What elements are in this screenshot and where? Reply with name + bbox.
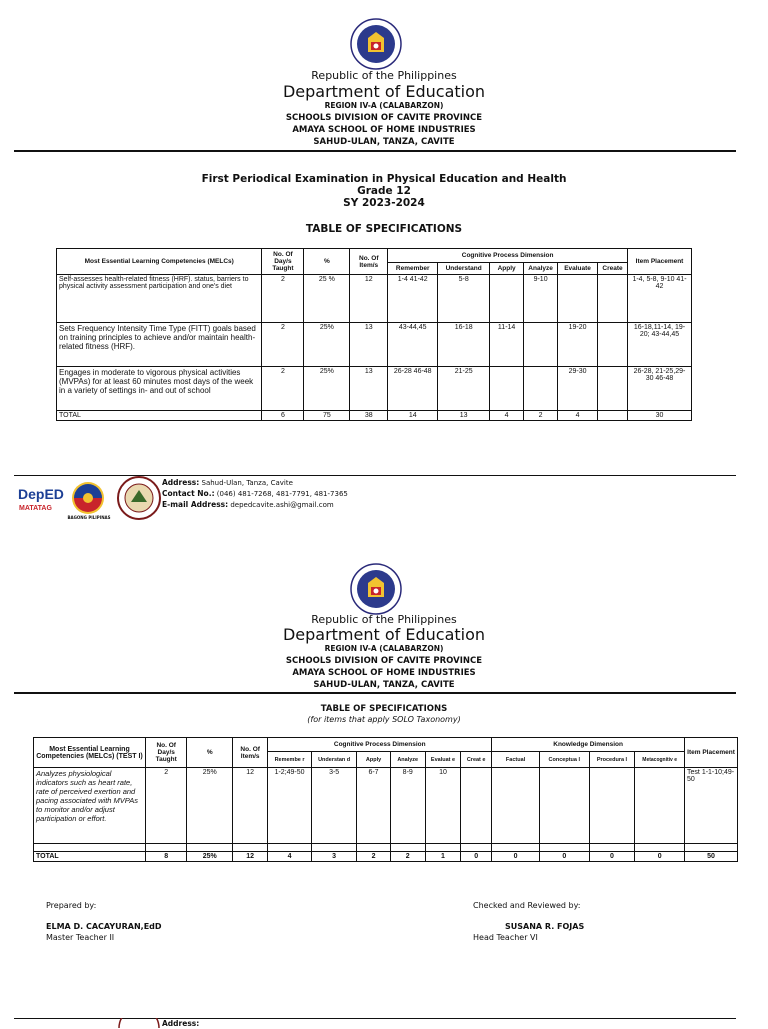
th-remember: Remember bbox=[388, 263, 438, 275]
total-evaluate: 1 bbox=[425, 852, 460, 862]
cell-conceptual bbox=[539, 768, 589, 844]
cell-pct: 25% bbox=[304, 367, 350, 411]
th-cpd: Cognitive Process Dimension bbox=[388, 249, 628, 263]
total-evaluate: 4 bbox=[558, 411, 598, 421]
th-pct: % bbox=[304, 249, 350, 275]
table-row bbox=[57, 323, 692, 367]
department-title: Department of Education bbox=[282, 82, 486, 101]
location-label: SAHUD-ULAN, TANZA, CAVITE bbox=[313, 137, 455, 147]
cell-create bbox=[598, 275, 628, 323]
total-label: TOTAL bbox=[57, 411, 262, 421]
th-conceptual: Conceptua l bbox=[539, 752, 589, 768]
tos-subtitle-2: (for items that apply SOLO Taxonomy) bbox=[307, 715, 461, 724]
cell-pct: 25% bbox=[304, 323, 350, 367]
cell-melc: Sets Frequency Intensity Time Type (FITT) goals based on training principles to achieve and/or maintain health-related fitness (HRF). bbox=[57, 323, 262, 367]
table-row bbox=[57, 275, 692, 323]
total-analyze: 2 bbox=[524, 411, 558, 421]
total-metacognitive: 0 bbox=[635, 852, 685, 862]
th-evaluate: Evaluate bbox=[558, 263, 598, 275]
th-melc: Most Essential Learning Competencies (MELCs) bbox=[57, 249, 262, 275]
deped-seal-icon bbox=[350, 563, 402, 615]
th-understand: Understand bbox=[438, 263, 490, 275]
th-metacognitive: Metacognitiv e bbox=[635, 752, 685, 768]
cell-analyze bbox=[524, 323, 558, 367]
cell-analyze: 8-9 bbox=[390, 768, 425, 844]
th-factual: Factual bbox=[492, 752, 540, 768]
tos-table-2 bbox=[33, 737, 738, 862]
cell-remember: 43-44,45 bbox=[388, 323, 438, 367]
deped-logo-text: DepED bbox=[18, 486, 64, 502]
th-melc: Most Essential Learning Competencies (MELCs) (TEST I) bbox=[34, 738, 146, 768]
th-days: No. Of Day/s Taught bbox=[145, 738, 186, 768]
cell-metacognitive bbox=[635, 768, 685, 844]
total-understand: 3 bbox=[311, 852, 357, 862]
cell-create bbox=[461, 768, 492, 844]
cell-apply bbox=[490, 275, 524, 323]
th-analyze: Analyze bbox=[390, 752, 425, 768]
total-procedural: 0 bbox=[589, 852, 635, 862]
th-understand: Understan d bbox=[311, 752, 357, 768]
cell-melc: Self-assesses health-related fitness (HRF). status, barriers to physical activity assessment participation and one's diet bbox=[57, 275, 262, 323]
cell-placement: 26-28, 21-25,29-30 46-48 bbox=[628, 367, 692, 411]
cell-understand: 3-5 bbox=[311, 768, 357, 844]
republic-label: Republic of the Philippines bbox=[311, 613, 457, 626]
total-pct: 75 bbox=[304, 411, 350, 421]
cell-analyze bbox=[524, 367, 558, 411]
th-create: Creat e bbox=[461, 752, 492, 768]
th-apply: Apply bbox=[490, 263, 524, 275]
total-days: 8 bbox=[145, 852, 186, 862]
total-apply: 2 bbox=[357, 852, 390, 862]
checked-by-label: Checked and Reviewed by: bbox=[473, 901, 581, 910]
checked-by-title: Head Teacher VI bbox=[473, 933, 538, 942]
matatag-logo-text: MATATAG bbox=[19, 505, 52, 512]
republic-label: Republic of the Philippines bbox=[311, 69, 457, 82]
th-placement: Item Placement bbox=[628, 249, 692, 275]
total-items: 12 bbox=[233, 852, 268, 862]
cell-evaluate bbox=[558, 275, 598, 323]
location-label: SAHUD-ULAN, TANZA, CAVITE bbox=[313, 680, 455, 690]
header-rule bbox=[14, 150, 736, 152]
th-cpd: Cognitive Process Dimension bbox=[268, 738, 492, 752]
cell-melc: Engages in moderate to vigorous physical activities (MVPAs) for at least 60 minutes most days of the week in a variety of settings in- and out of school bbox=[57, 367, 262, 411]
school-year: SY 2023-2024 bbox=[343, 197, 425, 209]
tos-title-2: TABLE OF SPECIFICATIONS bbox=[320, 704, 448, 714]
total-factual: 0 bbox=[492, 852, 540, 862]
school-seal-icon bbox=[117, 1018, 161, 1028]
th-analyze: Analyze bbox=[524, 263, 558, 275]
cell-procedural bbox=[589, 768, 635, 844]
total-analyze: 2 bbox=[390, 852, 425, 862]
total-remember: 4 bbox=[268, 852, 312, 862]
cell-items: 12 bbox=[350, 275, 388, 323]
prepared-by-name: ELMA D. CACAYURAN,EdD bbox=[46, 922, 162, 931]
cell-days: 2 bbox=[262, 367, 304, 411]
cell-analyze: 9-10 bbox=[524, 275, 558, 323]
cell-placement: Test 1-1-10;49-50 bbox=[685, 768, 738, 844]
tos-table-1 bbox=[56, 248, 692, 421]
cell-placement: 16-18,11-14, 19-20; 43-44,45 bbox=[628, 323, 692, 367]
th-placement: Item Placement bbox=[685, 738, 738, 768]
footer-contact bbox=[162, 489, 348, 499]
th-items: No. Of Item/s bbox=[350, 249, 388, 275]
th-evaluate: Evaluat e bbox=[425, 752, 460, 768]
email-label: E-mail Address: bbox=[162, 500, 229, 509]
cell-evaluate: 19-20 bbox=[558, 323, 598, 367]
total-row bbox=[34, 852, 738, 862]
cell-items: 12 bbox=[233, 768, 268, 844]
cell-apply bbox=[490, 367, 524, 411]
cell-understand: 16-18 bbox=[438, 323, 490, 367]
table-row bbox=[57, 367, 692, 411]
spacer-row bbox=[34, 844, 738, 852]
deped-seal-icon bbox=[350, 18, 402, 70]
th-apply: Apply bbox=[357, 752, 390, 768]
total-remember: 14 bbox=[388, 411, 438, 421]
tos-title: TABLE OF SPECIFICATIONS bbox=[305, 223, 463, 235]
cell-factual bbox=[492, 768, 540, 844]
footer-email bbox=[162, 500, 334, 510]
th-pct: % bbox=[187, 738, 233, 768]
cell-remember: 1-2;49-50 bbox=[268, 768, 312, 844]
th-kd: Knowledge Dimension bbox=[492, 738, 685, 752]
cell-items: 13 bbox=[350, 367, 388, 411]
header-rule bbox=[14, 692, 736, 694]
school-seal-icon bbox=[117, 476, 161, 520]
cell-evaluate: 29-30 bbox=[558, 367, 598, 411]
total-placement: 50 bbox=[685, 852, 738, 862]
th-procedural: Procedura l bbox=[589, 752, 635, 768]
footer-address-2 bbox=[162, 1019, 199, 1029]
cell-understand: 21-25 bbox=[438, 367, 490, 411]
cell-days: 2 bbox=[145, 768, 186, 844]
total-understand: 13 bbox=[438, 411, 490, 421]
cell-pct: 25 % bbox=[304, 275, 350, 323]
total-placement: 30 bbox=[628, 411, 692, 421]
total-conceptual: 0 bbox=[539, 852, 589, 862]
cell-pct: 25% bbox=[187, 768, 233, 844]
contact-label: Contact No.: bbox=[162, 489, 215, 498]
total-items: 38 bbox=[350, 411, 388, 421]
grade-label: Grade 12 bbox=[357, 185, 411, 197]
email-value: depedcavite.ashi@gmail.com bbox=[230, 501, 334, 509]
total-label: TOTAL bbox=[34, 852, 146, 862]
address-value: Sahud-Ulan, Tanza, Cavite bbox=[201, 479, 293, 487]
footer-address bbox=[162, 478, 293, 488]
total-create bbox=[598, 411, 628, 421]
cell-create bbox=[598, 323, 628, 367]
cell-evaluate: 10 bbox=[425, 768, 460, 844]
checked-by-name: SUSANA R. FOJAS bbox=[505, 922, 585, 931]
cell-days: 2 bbox=[262, 323, 304, 367]
division-label: SCHOOLS DIVISION OF CAVITE PROVINCE bbox=[285, 656, 483, 666]
region-label: REGION IV-A (CALABARZON) bbox=[324, 644, 444, 653]
cell-apply: 11-14 bbox=[490, 323, 524, 367]
total-pct: 25% bbox=[187, 852, 233, 862]
total-row bbox=[57, 411, 692, 421]
table-row bbox=[34, 768, 738, 844]
cell-melc: Analyzes physiological indicators such as heart rate, rate of perceived exertion and pacing associated with MVPAs to monitor and/or adjust participation or effort. bbox=[34, 768, 146, 844]
bagong-pilipinas-label: BAGONG PILIPINAS bbox=[67, 515, 111, 520]
cell-days: 2 bbox=[262, 275, 304, 323]
prepared-by-label: Prepared by: bbox=[46, 901, 97, 910]
school-label: AMAYA SCHOOL OF HOME INDUSTRIES bbox=[292, 668, 476, 678]
prepared-by-title: Master Teacher II bbox=[46, 933, 115, 942]
department-title: Department of Education bbox=[282, 625, 486, 644]
th-days: No. Of Day/s Taught bbox=[262, 249, 304, 275]
cell-apply: 6-7 bbox=[357, 768, 390, 844]
cell-understand: 5-8 bbox=[438, 275, 490, 323]
total-days: 6 bbox=[262, 411, 304, 421]
th-items: No. Of Item/s bbox=[233, 738, 268, 768]
address-label: Address: bbox=[162, 478, 200, 487]
bagong-pilipinas-logo-icon bbox=[68, 480, 108, 516]
address-label: Address: bbox=[162, 1019, 200, 1028]
division-label: SCHOOLS DIVISION OF CAVITE PROVINCE bbox=[285, 113, 483, 123]
total-apply: 4 bbox=[490, 411, 524, 421]
th-create: Create bbox=[598, 263, 628, 275]
region-label: REGION IV-A (CALABARZON) bbox=[324, 101, 444, 110]
school-label: AMAYA SCHOOL OF HOME INDUSTRIES bbox=[292, 125, 476, 135]
th-remember: Remembe r bbox=[268, 752, 312, 768]
contact-value: (046) 481-7268, 481-7791, 481-7365 bbox=[216, 490, 348, 498]
exam-title: First Periodical Examination in Physical Education and Health bbox=[201, 173, 567, 185]
cell-remember: 26-28 46-48 bbox=[388, 367, 438, 411]
total-create: 0 bbox=[461, 852, 492, 862]
cell-remember: 1-4 41-42 bbox=[388, 275, 438, 323]
cell-create bbox=[598, 367, 628, 411]
cell-placement: 1-4, 5-8, 9-10 41-42 bbox=[628, 275, 692, 323]
cell-items: 13 bbox=[350, 323, 388, 367]
